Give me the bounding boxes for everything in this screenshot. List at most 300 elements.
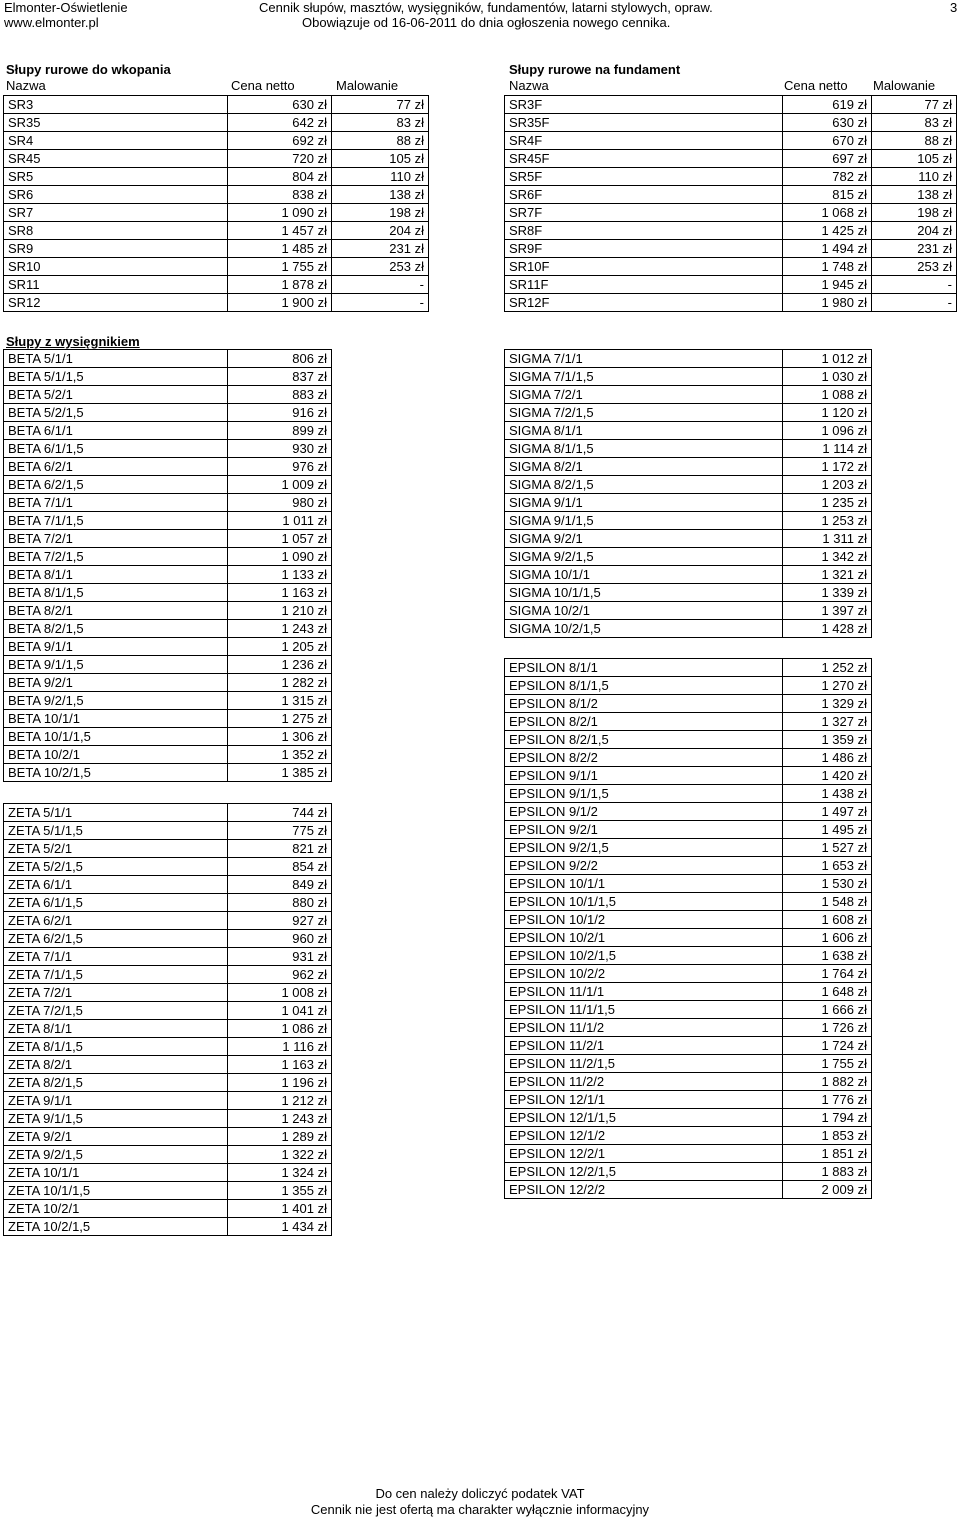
painting-price: 88 zł xyxy=(872,132,957,150)
net-price: 880 zł xyxy=(228,894,332,912)
product-name: ZETA 7/2/1,5 xyxy=(4,1002,228,1020)
product-name: SR10F xyxy=(505,258,783,276)
net-price: 1 321 zł xyxy=(783,566,872,584)
table-row xyxy=(505,857,872,875)
net-price: 1 494 zł xyxy=(783,240,872,258)
net-price: 980 zł xyxy=(228,494,332,512)
product-name: SR35 xyxy=(4,114,228,132)
table-row xyxy=(4,674,332,692)
net-price: 1 327 zł xyxy=(783,713,872,731)
product-name: SR35F xyxy=(505,114,783,132)
product-name: SR8F xyxy=(505,222,783,240)
table-row xyxy=(4,548,332,566)
net-price: 1 428 zł xyxy=(783,620,872,638)
table-row xyxy=(505,276,957,294)
product-name: EPSILON 12/1/1,5 xyxy=(505,1109,783,1127)
product-name: ZETA 6/1/1 xyxy=(4,876,228,894)
table-row xyxy=(505,1055,872,1073)
table-row xyxy=(4,966,332,984)
product-name: ZETA 5/1/1,5 xyxy=(4,822,228,840)
product-name: ZETA 7/1/1,5 xyxy=(4,966,228,984)
product-name: BETA 6/2/1 xyxy=(4,458,228,476)
net-price: 1 116 zł xyxy=(228,1038,332,1056)
painting-price: 204 zł xyxy=(332,222,429,240)
product-name: BETA 6/2/1,5 xyxy=(4,476,228,494)
product-name: BETA 10/2/1,5 xyxy=(4,764,228,782)
net-price: 1 438 zł xyxy=(783,785,872,803)
net-price: 1 008 zł xyxy=(228,984,332,1002)
table-row xyxy=(505,839,872,857)
table-zeta xyxy=(3,803,332,1236)
net-price: 1 425 zł xyxy=(783,222,872,240)
product-name: EPSILON 10/2/1 xyxy=(505,929,783,947)
table-row xyxy=(505,548,872,566)
table-row xyxy=(505,494,872,512)
product-name: ZETA 10/1/1,5 xyxy=(4,1182,228,1200)
product-name: SR5F xyxy=(505,168,783,186)
disclaimer: Cennik nie jest ofertą ma charakter wyłącznie informacyjny xyxy=(310,1502,650,1517)
product-name: EPSILON 9/2/2 xyxy=(505,857,783,875)
table-row xyxy=(505,929,872,947)
table-row xyxy=(4,804,332,822)
table-row xyxy=(4,948,332,966)
net-price: 1 243 zł xyxy=(228,620,332,638)
net-price: 1 882 zł xyxy=(783,1073,872,1091)
col-name: Nazwa xyxy=(509,78,549,93)
table-row xyxy=(505,258,957,276)
product-name: ZETA 5/1/1 xyxy=(4,804,228,822)
net-price: 1 086 zł xyxy=(228,1020,332,1038)
product-name: BETA 8/2/1 xyxy=(4,602,228,620)
net-price: 1 311 zł xyxy=(783,530,872,548)
net-price: 1 401 zł xyxy=(228,1200,332,1218)
net-price: 962 zł xyxy=(228,966,332,984)
net-price: 1 114 zł xyxy=(783,440,872,458)
product-name: EPSILON 11/1/1,5 xyxy=(505,1001,783,1019)
product-name: BETA 8/1/1,5 xyxy=(4,584,228,602)
net-price: 720 zł xyxy=(228,150,332,168)
net-price: 1 755 zł xyxy=(783,1055,872,1073)
product-name: BETA 9/1/1 xyxy=(4,638,228,656)
table-row xyxy=(4,602,332,620)
net-price: 1 638 zł xyxy=(783,947,872,965)
table-row xyxy=(4,294,429,312)
product-name: SR6 xyxy=(4,186,228,204)
table-row xyxy=(505,440,872,458)
net-price: 1 243 zł xyxy=(228,1110,332,1128)
table-row xyxy=(505,1073,872,1091)
net-price: 1 853 zł xyxy=(783,1127,872,1145)
table-row xyxy=(505,785,872,803)
net-price: 1 497 zł xyxy=(783,803,872,821)
table-row xyxy=(505,530,872,548)
table-row xyxy=(4,912,332,930)
net-price: 744 zł xyxy=(228,804,332,822)
net-price: 899 zł xyxy=(228,422,332,440)
product-name: EPSILON 8/2/2 xyxy=(505,749,783,767)
product-name: BETA 9/1/1,5 xyxy=(4,656,228,674)
table-row xyxy=(505,911,872,929)
net-price: 976 zł xyxy=(228,458,332,476)
painting-price: 253 zł xyxy=(332,258,429,276)
product-name: EPSILON 11/2/2 xyxy=(505,1073,783,1091)
net-price: 1 457 zł xyxy=(228,222,332,240)
document-title: Cennik słupów, masztów, wysięgników, fundamentów, latarni stylowych, opraw. xyxy=(259,0,713,15)
product-name: SR10 xyxy=(4,258,228,276)
painting-price: 77 zł xyxy=(872,96,957,114)
table-row xyxy=(505,1001,872,1019)
table-row xyxy=(4,350,332,368)
net-price: 1 339 zł xyxy=(783,584,872,602)
table-row xyxy=(505,294,957,312)
table-row xyxy=(505,512,872,530)
product-name: SIGMA 9/1/1 xyxy=(505,494,783,512)
section-title-buried: Słupy rurowe do wkopania xyxy=(6,62,171,77)
net-price: 692 zł xyxy=(228,132,332,150)
product-name: BETA 10/1/1,5 xyxy=(4,728,228,746)
product-name: EPSILON 8/2/1,5 xyxy=(505,731,783,749)
table-row xyxy=(4,566,332,584)
net-price: 1 012 zł xyxy=(783,350,872,368)
product-name: ZETA 6/2/1 xyxy=(4,912,228,930)
table-row xyxy=(505,731,872,749)
painting-price: 110 zł xyxy=(332,168,429,186)
painting-price: - xyxy=(872,294,957,312)
table-row xyxy=(4,114,429,132)
net-price: 1 306 zł xyxy=(228,728,332,746)
net-price: 1 397 zł xyxy=(783,602,872,620)
table-row xyxy=(4,840,332,858)
net-price: 849 zł xyxy=(228,876,332,894)
product-name: SR6F xyxy=(505,186,783,204)
table-row xyxy=(505,965,872,983)
net-price: 1 764 zł xyxy=(783,965,872,983)
product-name: SR9F xyxy=(505,240,783,258)
table-row xyxy=(4,1038,332,1056)
table-row xyxy=(4,422,332,440)
table-row xyxy=(4,404,332,422)
net-price: 931 zł xyxy=(228,948,332,966)
net-price: 1 606 zł xyxy=(783,929,872,947)
product-name: SIGMA 10/1/1,5 xyxy=(505,584,783,602)
product-name: SIGMA 7/1/1,5 xyxy=(505,368,783,386)
product-name: BETA 9/2/1 xyxy=(4,674,228,692)
col-price: Cena netto xyxy=(784,78,848,93)
table-row xyxy=(505,458,872,476)
net-price: 1 648 zł xyxy=(783,983,872,1001)
table-row xyxy=(4,168,429,186)
product-name: SR11 xyxy=(4,276,228,294)
product-name: ZETA 9/1/1 xyxy=(4,1092,228,1110)
net-price: 1 315 zł xyxy=(228,692,332,710)
table-row xyxy=(4,746,332,764)
table-row xyxy=(505,1109,872,1127)
product-name: SR3 xyxy=(4,96,228,114)
product-name: SIGMA 8/1/1,5 xyxy=(505,440,783,458)
product-name: EPSILON 11/2/1,5 xyxy=(505,1055,783,1073)
product-name: BETA 10/2/1 xyxy=(4,746,228,764)
table-beta xyxy=(3,349,332,782)
table-row xyxy=(4,710,332,728)
table-row xyxy=(505,350,872,368)
net-price: 1 434 zł xyxy=(228,1218,332,1236)
net-price: 804 zł xyxy=(228,168,332,186)
painting-price: 105 zł xyxy=(332,150,429,168)
product-name: EPSILON 9/1/2 xyxy=(505,803,783,821)
table-row xyxy=(505,713,872,731)
net-price: 1 527 zł xyxy=(783,839,872,857)
table-row xyxy=(505,422,872,440)
table-row xyxy=(505,476,872,494)
net-price: 775 zł xyxy=(228,822,332,840)
product-name: EPSILON 9/2/1,5 xyxy=(505,839,783,857)
product-name: SIGMA 7/2/1,5 xyxy=(505,404,783,422)
net-price: 1 120 zł xyxy=(783,404,872,422)
product-name: ZETA 9/2/1,5 xyxy=(4,1146,228,1164)
table-row xyxy=(505,168,957,186)
net-price: 1 009 zł xyxy=(228,476,332,494)
product-name: SIGMA 9/1/1,5 xyxy=(505,512,783,530)
product-name: SIGMA 7/1/1 xyxy=(505,350,783,368)
net-price: 1 090 zł xyxy=(228,204,332,222)
net-price: 1 945 zł xyxy=(783,276,872,294)
table-row xyxy=(505,1181,872,1199)
table-row xyxy=(4,530,332,548)
net-price: 2 009 zł xyxy=(783,1181,872,1199)
net-price: 1 088 zł xyxy=(783,386,872,404)
net-price: 1 548 zł xyxy=(783,893,872,911)
painting-price: 198 zł xyxy=(332,204,429,222)
net-price: 630 zł xyxy=(228,96,332,114)
product-name: SIGMA 10/2/1,5 xyxy=(505,620,783,638)
painting-price: 138 zł xyxy=(332,186,429,204)
net-price: 1 794 zł xyxy=(783,1109,872,1127)
product-name: BETA 5/2/1,5 xyxy=(4,404,228,422)
net-price: 815 zł xyxy=(783,186,872,204)
net-price: 1 096 zł xyxy=(783,422,872,440)
table-row xyxy=(4,728,332,746)
net-price: 1 163 zł xyxy=(228,1056,332,1074)
product-name: EPSILON 11/2/1 xyxy=(505,1037,783,1055)
table-row xyxy=(505,240,957,258)
table-row xyxy=(505,368,872,386)
product-name: EPSILON 9/2/1 xyxy=(505,821,783,839)
table-row xyxy=(505,677,872,695)
net-price: 1 205 zł xyxy=(228,638,332,656)
net-price: 1 133 zł xyxy=(228,566,332,584)
net-price: 1 270 zł xyxy=(783,677,872,695)
table-row xyxy=(4,894,332,912)
website-link[interactable]: www.elmonter.pl xyxy=(4,15,99,30)
table-row xyxy=(4,132,429,150)
net-price: 1 329 zł xyxy=(783,695,872,713)
table-row xyxy=(4,930,332,948)
net-price: 1 878 zł xyxy=(228,276,332,294)
table-row xyxy=(4,638,332,656)
table-row xyxy=(4,222,429,240)
net-price: 1 057 zł xyxy=(228,530,332,548)
table-row xyxy=(505,584,872,602)
table-row xyxy=(4,1002,332,1020)
product-name: BETA 7/1/1 xyxy=(4,494,228,512)
product-name: SR11F xyxy=(505,276,783,294)
net-price: 806 zł xyxy=(228,350,332,368)
painting-price: 198 zł xyxy=(872,204,957,222)
table-row xyxy=(4,584,332,602)
painting-price: 105 zł xyxy=(872,150,957,168)
table-row xyxy=(505,893,872,911)
product-name: SIGMA 10/1/1 xyxy=(505,566,783,584)
net-price: 1 608 zł xyxy=(783,911,872,929)
net-price: 1 011 zł xyxy=(228,512,332,530)
table-row xyxy=(505,386,872,404)
table-row xyxy=(4,204,429,222)
net-price: 1 851 zł xyxy=(783,1145,872,1163)
table-row xyxy=(505,96,957,114)
product-name: EPSILON 10/1/2 xyxy=(505,911,783,929)
net-price: 821 zł xyxy=(228,840,332,858)
table-row xyxy=(4,656,332,674)
painting-price: 83 zł xyxy=(872,114,957,132)
product-name: BETA 6/1/1,5 xyxy=(4,440,228,458)
net-price: 838 zł xyxy=(228,186,332,204)
net-price: 1 352 zł xyxy=(228,746,332,764)
table-row xyxy=(505,620,872,638)
table-row xyxy=(4,876,332,894)
table-buried xyxy=(3,95,429,312)
table-row xyxy=(4,186,429,204)
product-name: EPSILON 12/2/1,5 xyxy=(505,1163,783,1181)
product-name: ZETA 6/1/1,5 xyxy=(4,894,228,912)
table-row xyxy=(4,620,332,638)
net-price: 930 zł xyxy=(228,440,332,458)
product-name: BETA 7/1/1,5 xyxy=(4,512,228,530)
net-price: 1 355 zł xyxy=(228,1182,332,1200)
table-row xyxy=(505,222,957,240)
page-header xyxy=(0,0,960,32)
table-row xyxy=(4,458,332,476)
table-row xyxy=(4,368,332,386)
table-row xyxy=(505,566,872,584)
net-price: 1 235 zł xyxy=(783,494,872,512)
product-name: BETA 10/1/1 xyxy=(4,710,228,728)
net-price: 1 030 zł xyxy=(783,368,872,386)
net-price: 1 172 zł xyxy=(783,458,872,476)
net-price: 1 212 zł xyxy=(228,1092,332,1110)
net-price: 1 748 zł xyxy=(783,258,872,276)
net-price: 1 385 zł xyxy=(228,764,332,782)
product-name: BETA 8/2/1,5 xyxy=(4,620,228,638)
product-name: SR12F xyxy=(505,294,783,312)
table-row xyxy=(505,947,872,965)
painting-price: 110 zł xyxy=(872,168,957,186)
product-name: SIGMA 10/2/1 xyxy=(505,602,783,620)
col-painting: Malowanie xyxy=(336,78,399,93)
table-row xyxy=(505,1145,872,1163)
net-price: 1 724 zł xyxy=(783,1037,872,1055)
product-name: ZETA 10/1/1 xyxy=(4,1164,228,1182)
net-price: 1 289 zł xyxy=(228,1128,332,1146)
table-row xyxy=(505,767,872,785)
net-price: 1 163 zł xyxy=(228,584,332,602)
product-name: SR4 xyxy=(4,132,228,150)
net-price: 619 zł xyxy=(783,96,872,114)
product-name: SR12 xyxy=(4,294,228,312)
table-foundation xyxy=(504,95,957,312)
net-price: 1 041 zł xyxy=(228,1002,332,1020)
table-row xyxy=(4,1092,332,1110)
product-name: EPSILON 10/1/1,5 xyxy=(505,893,783,911)
net-price: 1 486 zł xyxy=(783,749,872,767)
col-name: Nazwa xyxy=(6,78,46,93)
net-price: 1 980 zł xyxy=(783,294,872,312)
table-row xyxy=(4,240,429,258)
product-name: ZETA 9/1/1,5 xyxy=(4,1110,228,1128)
net-price: 1 900 zł xyxy=(228,294,332,312)
table-row xyxy=(505,1037,872,1055)
product-name: ZETA 7/2/1 xyxy=(4,984,228,1002)
net-price: 630 zł xyxy=(783,114,872,132)
page-number: 3 xyxy=(950,0,958,15)
product-name: EPSILON 11/1/2 xyxy=(505,1019,783,1037)
product-name: SR8 xyxy=(4,222,228,240)
net-price: 837 zł xyxy=(228,368,332,386)
table-row xyxy=(4,822,332,840)
table-row xyxy=(505,875,872,893)
product-name: ZETA 5/2/1 xyxy=(4,840,228,858)
net-price: 1 666 zł xyxy=(783,1001,872,1019)
table-row xyxy=(4,440,332,458)
col-price: Cena netto xyxy=(231,78,295,93)
net-price: 1 776 zł xyxy=(783,1091,872,1109)
table-row xyxy=(4,984,332,1002)
product-name: BETA 8/1/1 xyxy=(4,566,228,584)
column-header-foundation xyxy=(0,77,960,95)
net-price: 1 530 zł xyxy=(783,875,872,893)
net-price: 1 282 zł xyxy=(228,674,332,692)
table-row xyxy=(4,1110,332,1128)
product-name: EPSILON 12/1/2 xyxy=(505,1127,783,1145)
company-name: Elmonter-Oświetlenie xyxy=(4,0,128,15)
net-price: 916 zł xyxy=(228,404,332,422)
table-row xyxy=(4,858,332,876)
net-price: 1 653 zł xyxy=(783,857,872,875)
net-price: 782 zł xyxy=(783,168,872,186)
product-name: EPSILON 10/2/2 xyxy=(505,965,783,983)
product-name: ZETA 8/2/1 xyxy=(4,1056,228,1074)
painting-price: 204 zł xyxy=(872,222,957,240)
painting-price: - xyxy=(332,294,429,312)
product-name: BETA 9/2/1,5 xyxy=(4,692,228,710)
product-name: ZETA 5/2/1,5 xyxy=(4,858,228,876)
product-name: ZETA 6/2/1,5 xyxy=(4,930,228,948)
product-name: BETA 5/1/1 xyxy=(4,350,228,368)
net-price: 960 zł xyxy=(228,930,332,948)
product-name: ZETA 8/2/1,5 xyxy=(4,1074,228,1092)
net-price: 854 zł xyxy=(228,858,332,876)
table-row xyxy=(4,1020,332,1038)
net-price: 1 342 zł xyxy=(783,548,872,566)
painting-price: 231 zł xyxy=(332,240,429,258)
net-price: 642 zł xyxy=(228,114,332,132)
product-name: SR4F xyxy=(505,132,783,150)
net-price: 1 359 zł xyxy=(783,731,872,749)
validity-note: Obowiązuje od 16-06-2011 do dnia ogłoszenia nowego cennika. xyxy=(302,15,671,30)
product-name: SR45 xyxy=(4,150,228,168)
product-name: EPSILON 12/1/1 xyxy=(505,1091,783,1109)
col-painting: Malowanie xyxy=(873,78,936,93)
net-price: 1 252 zł xyxy=(783,659,872,677)
